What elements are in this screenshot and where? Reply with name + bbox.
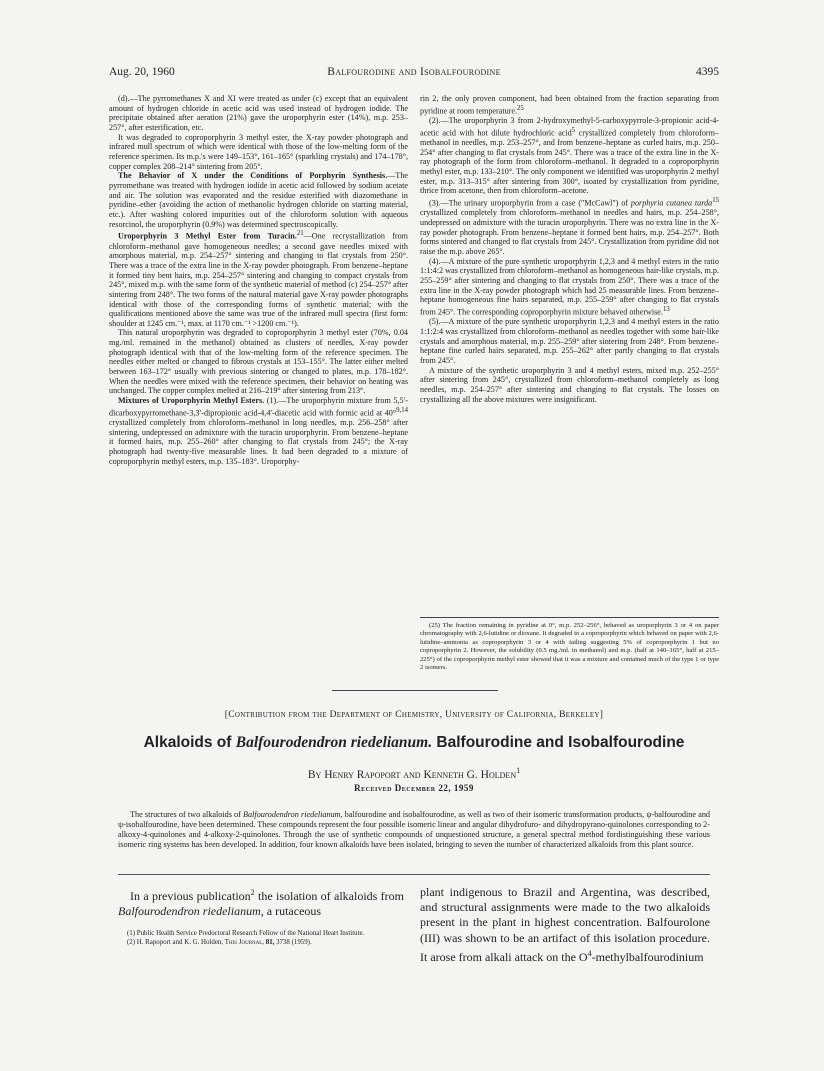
footnote-rule	[420, 617, 719, 618]
paragraph-degraded: It was degraded to coproporphyrin 3 methyl ester, the X-ray powder photograph and infrared mull spectrum of which were identical with those of the low-melting form of the reference specimen. Its m.p.'s were 149–153°, 161–165° (sparkling crystals) and 174–178°, copper complex 208–214° sintering from 205°.	[109, 132, 408, 171]
authors-line: By Henry Rapoport and Kenneth G. Holden$^1$	[307, 766, 521, 781]
running-header	[109, 66, 719, 82]
paragraph-behavior: The Behavior of X under the Conditions of Porphyrin Synthesis.—The pyrromethane was treated with hydrogen iodide in acetic acid followed by sodium acetate and air. The solution was evaporated and the residue esterified with diazomethane in pyridine–ether (avoiding the action of methanolic hydrogen chloride on starting material, etc.). After washing colored impurities out of the chloroform solution with aqueous resorcinol, the uroporphyrin (0.9%) was determined spectroscopically.	[109, 171, 408, 229]
footnote-1: (1) Public Health Service Predoctoral Research Fellow of the National Heart Institute.	[127, 930, 365, 937]
footnote-25: (25) The fraction remaining in pyridine at 0°, m.p. 252–256°, behaved as uroporphyrin 3 or 4 on paper chromatography with 2,6-lutidine or dioxane. It degraded to a coproporphyrin which behaved on paper with 2,6-lutidine–ammonia as coproporphyrin 3 or 4 with tailing suggesting 5% of coproporphyrin 1 but no coproporphyrin 2. However, the solubility (0.5 mg./ml. in methanol) and m.p. (half at 140–165°, half at 215–225°) of the coproporphyrin methyl ester showed that it was a mixture and contained much of the type 1 or type 2 isomers.	[420, 622, 719, 672]
page-number: 4395	[696, 66, 719, 78]
left-column	[109, 94, 408, 466]
right-column	[420, 94, 719, 404]
paragraph-r6: A mixture of the synthetic uroporphyrin 3 and 4 methyl esters, mixed m.p. 252–255° after sintering from 245°, crystallized from chloroform–methanol completely as long needles, m.p. 254–257° after sintering and changing to flat crystals. The losses on crystallizing all the above mixtures were insignificant.	[420, 365, 719, 404]
section-heading: Uroporphyrin 3 Methyl Ester from Turacin.	[118, 231, 297, 241]
header-title: Balfourodine and Isobalfourodine	[327, 66, 501, 78]
received-date: Received December 22, 1959	[354, 783, 474, 793]
header-date: Aug. 20, 1960	[109, 66, 175, 78]
section-heading: The Behavior of X under the Conditions of Porphyrin Synthesis.	[118, 171, 388, 181]
abstract-rule	[118, 874, 710, 875]
article-separator	[332, 690, 498, 691]
footnotes-bottom	[118, 930, 404, 948]
paragraph-d: (d).—The pyrromethanes X and XI were treated as under (c) except that an equivalent amount of hydrogen chloride in acetic acid was used instead of hydrogen iodide. The precipitate obtained after aeration (21%) gave the uroporphyrin ester (14%), m.p. 253–257°, after esterification, etc.	[109, 94, 408, 132]
paragraph-r3: (3).—The urinary uroporphyrin from a case ("McCawl") of porphyria cutanea tarda$^{15}$ crystallized completely from chloroform–methanol in needles and hairs, m.p. 254–258°, undepressed on admixture with the turacin uroporphyrin. There was no extra line in the X-ray powder photograph. From benzene–heptane it formed bent hairs, m.p. 254–257°. Both forms sintered and changed to flat crystals from 245°. Crystallization from pyridine did not raise the m.p. above 265°.	[420, 197, 719, 256]
paragraph-natural: This natural uroporphyrin was degraded to coproporphyrin 3 methyl ester (70%, 0.04 mg./ml. remained in the methanol) obtained as clusters of needles, X-ray powder photograph identical with that of the low-melting form of the reference specimen. The needles either melted or changed to fibrous crystals at 153–155°. The latter either melted between 163–172° usually with previous sintering or changed to plates, m.p. 178–182°. When the needles were mixed with the reference specimen, their behavior on heating was unchanged. The copper complex melted at 216–219° after sintering from 213°.	[109, 328, 408, 396]
paragraph-mixtures: Mixtures of Uroporphyrin Methyl Esters. (1).—The uroporphyrin mixture from 5,5′-dicarboxypyrromethane-3,3′-dipropionic acid-4,4′-diacetic acid with formic acid at 40°$^{9,14}$ crystallized completely from chloroform–methanol in long needles, m.p. 256–258° after sintering, undepressed on admixture with the turacin uroporphyrin. From benzene–heptane it formed hairs, m.p. 255–260° after changing to flat crystals from 245°; the X-ray photograph had twenty-five measurable lines. It had been degraded to a mixture of coproporphyrin methyl esters, m.p. 135–183°. Uroporphy-	[109, 396, 408, 466]
paragraph-r4: (4).—A mixture of the pure synthetic uroporphyrin 1,2,3 and 4 methyl esters in the ratio 1:1:4:2 was crystallized from chloroform–methanol as homogeneous hair-like crystals, m.p. 255–259° after sintering and changing to flat crystals from 250°. There was a trace of the extra line in the X-ray powder photograph which had 25 measurable lines. From benzene–heptane homogeneous fine hairs separated, m.p. 255–259° after changing to flat crystals from 245°. The corresponding coproporphyrin mixture behaved otherwise.$^{13}$	[420, 256, 719, 317]
footnote-2: (2) H. Rapoport and K. G. Holden, This Journal, 81, 3738 (1959).	[127, 938, 312, 946]
intro-right: plant indigenous to Brazil and Argentina, was described, and structural assignments were made to the two alkaloids present in the plant in highest concentration. Balfourolone (III) was shown to be an artifact of this isolation procedure. It arose from alkali attack on the $O^4$-methylbalfourodinium	[420, 885, 710, 964]
paragraph-r2: (2).—The uroporphyrin 3 from 2-hydroxymethyl-5-carboxypyrrole-3-propionic acid-4-acetic acid with hot dilute hydrochloric acid$^5$ crystallized completely from chloroform–methanol in needles, m.p. 253–257°, and from benzene–heptane as curled hairs, m.p. 250–254° after changing to flat crystals from 245°. There was a trace of the extra line in the X-ray photograph of the form from chloroform–methanol. It degraded to a coproporphyrin methyl ester, m.p. 133–210°. The only component we identified was uroporphyrin 2 methyl ester, m.p. 313–315° after sintering from 300°, isoated by crystallization from pyridine, thrice from acetone, then from chloroform–acetone.	[420, 116, 719, 196]
article-title: Alkaloids of Balfourodendron riedelianum. Balfourodine and Isobalfourodine	[143, 734, 685, 751]
section-heading: Mixtures of Uroporphyrin Methyl Esters.	[118, 396, 265, 406]
contribution-line: [Contribution from the Department of Chemistry, University of California, Berkeley]	[224, 710, 604, 720]
paragraph-turacin: Uroporphyrin 3 Methyl Ester from Turacin.$^{21}$—One recrystallization from chloroform–methanol gave homogeneous needles; a second gave needles mixed with amorphous material, m.p. 254–257° sintering and changing to flat crystals from 250°. There was a trace of the extra line in the X-ray powder photograph. From benzene–heptane it formed tiny bent hairs, m.p. 254–257° sintering and changing to compact crystals from 245°, mixed m.p. with the same form of the synthetic material of method (c) 254–257° after sintering from 248°. The two forms of the natural material gave X-ray powder photographs identical with those of the corresponding forms of synthetic material; with the qualifications mentioned above the same was true of the infrared mull spectra (first form: shoulder at 1245 cm.⁻¹, max. at 1170 cm.⁻¹ >1200 cm.⁻¹).	[109, 230, 408, 328]
paragraph-r5: (5).—A mixture of the pure synthetic uroporphyrin 1,2,3 and 4 methyl esters in the ratio 1:1:2:4 was crystallized from chloroform–methanol as needles together with some hair-like crystals and amorphous material, m.p. 255–259° after sintering from 248°. From benzene–heptane fine curled hairs separated, m.p. 255–262° after partly changing to flat crystals from 245°.	[420, 317, 719, 365]
abstract: The structures of two alkaloids of Balfourodendron riedelianum, balfourodine and isobalfourodine, as well as two of their isomeric transformation products, ψ-balfourodine and ψ-isobalfourodine, have been determined. These compounds represent the four possible isomeric linear and angular dihydrofuro- and dihydropyrano-quinolones corresponding to 2-alkoxy-4-quinolones and 4-alkoxy-2-quinolones. Through the use of synthetic compounds of unquestioned structure, a general spectral method fordistinguishing these various isomeric ring systems has been developed. In addition, four known alkaloids have been isolated, bringing to seven the number of characterized alkaloids from this plant source.	[118, 810, 711, 849]
paragraph-r1: rin 2, the only proven component, had been obtained from the fraction separating from pyridine at room temperature.$^{25}$	[420, 94, 719, 116]
intro-left: In a previous publication$^2$ the isolation of alkaloids from Balfourodendron riedelianum, a rutaceous	[118, 888, 404, 919]
